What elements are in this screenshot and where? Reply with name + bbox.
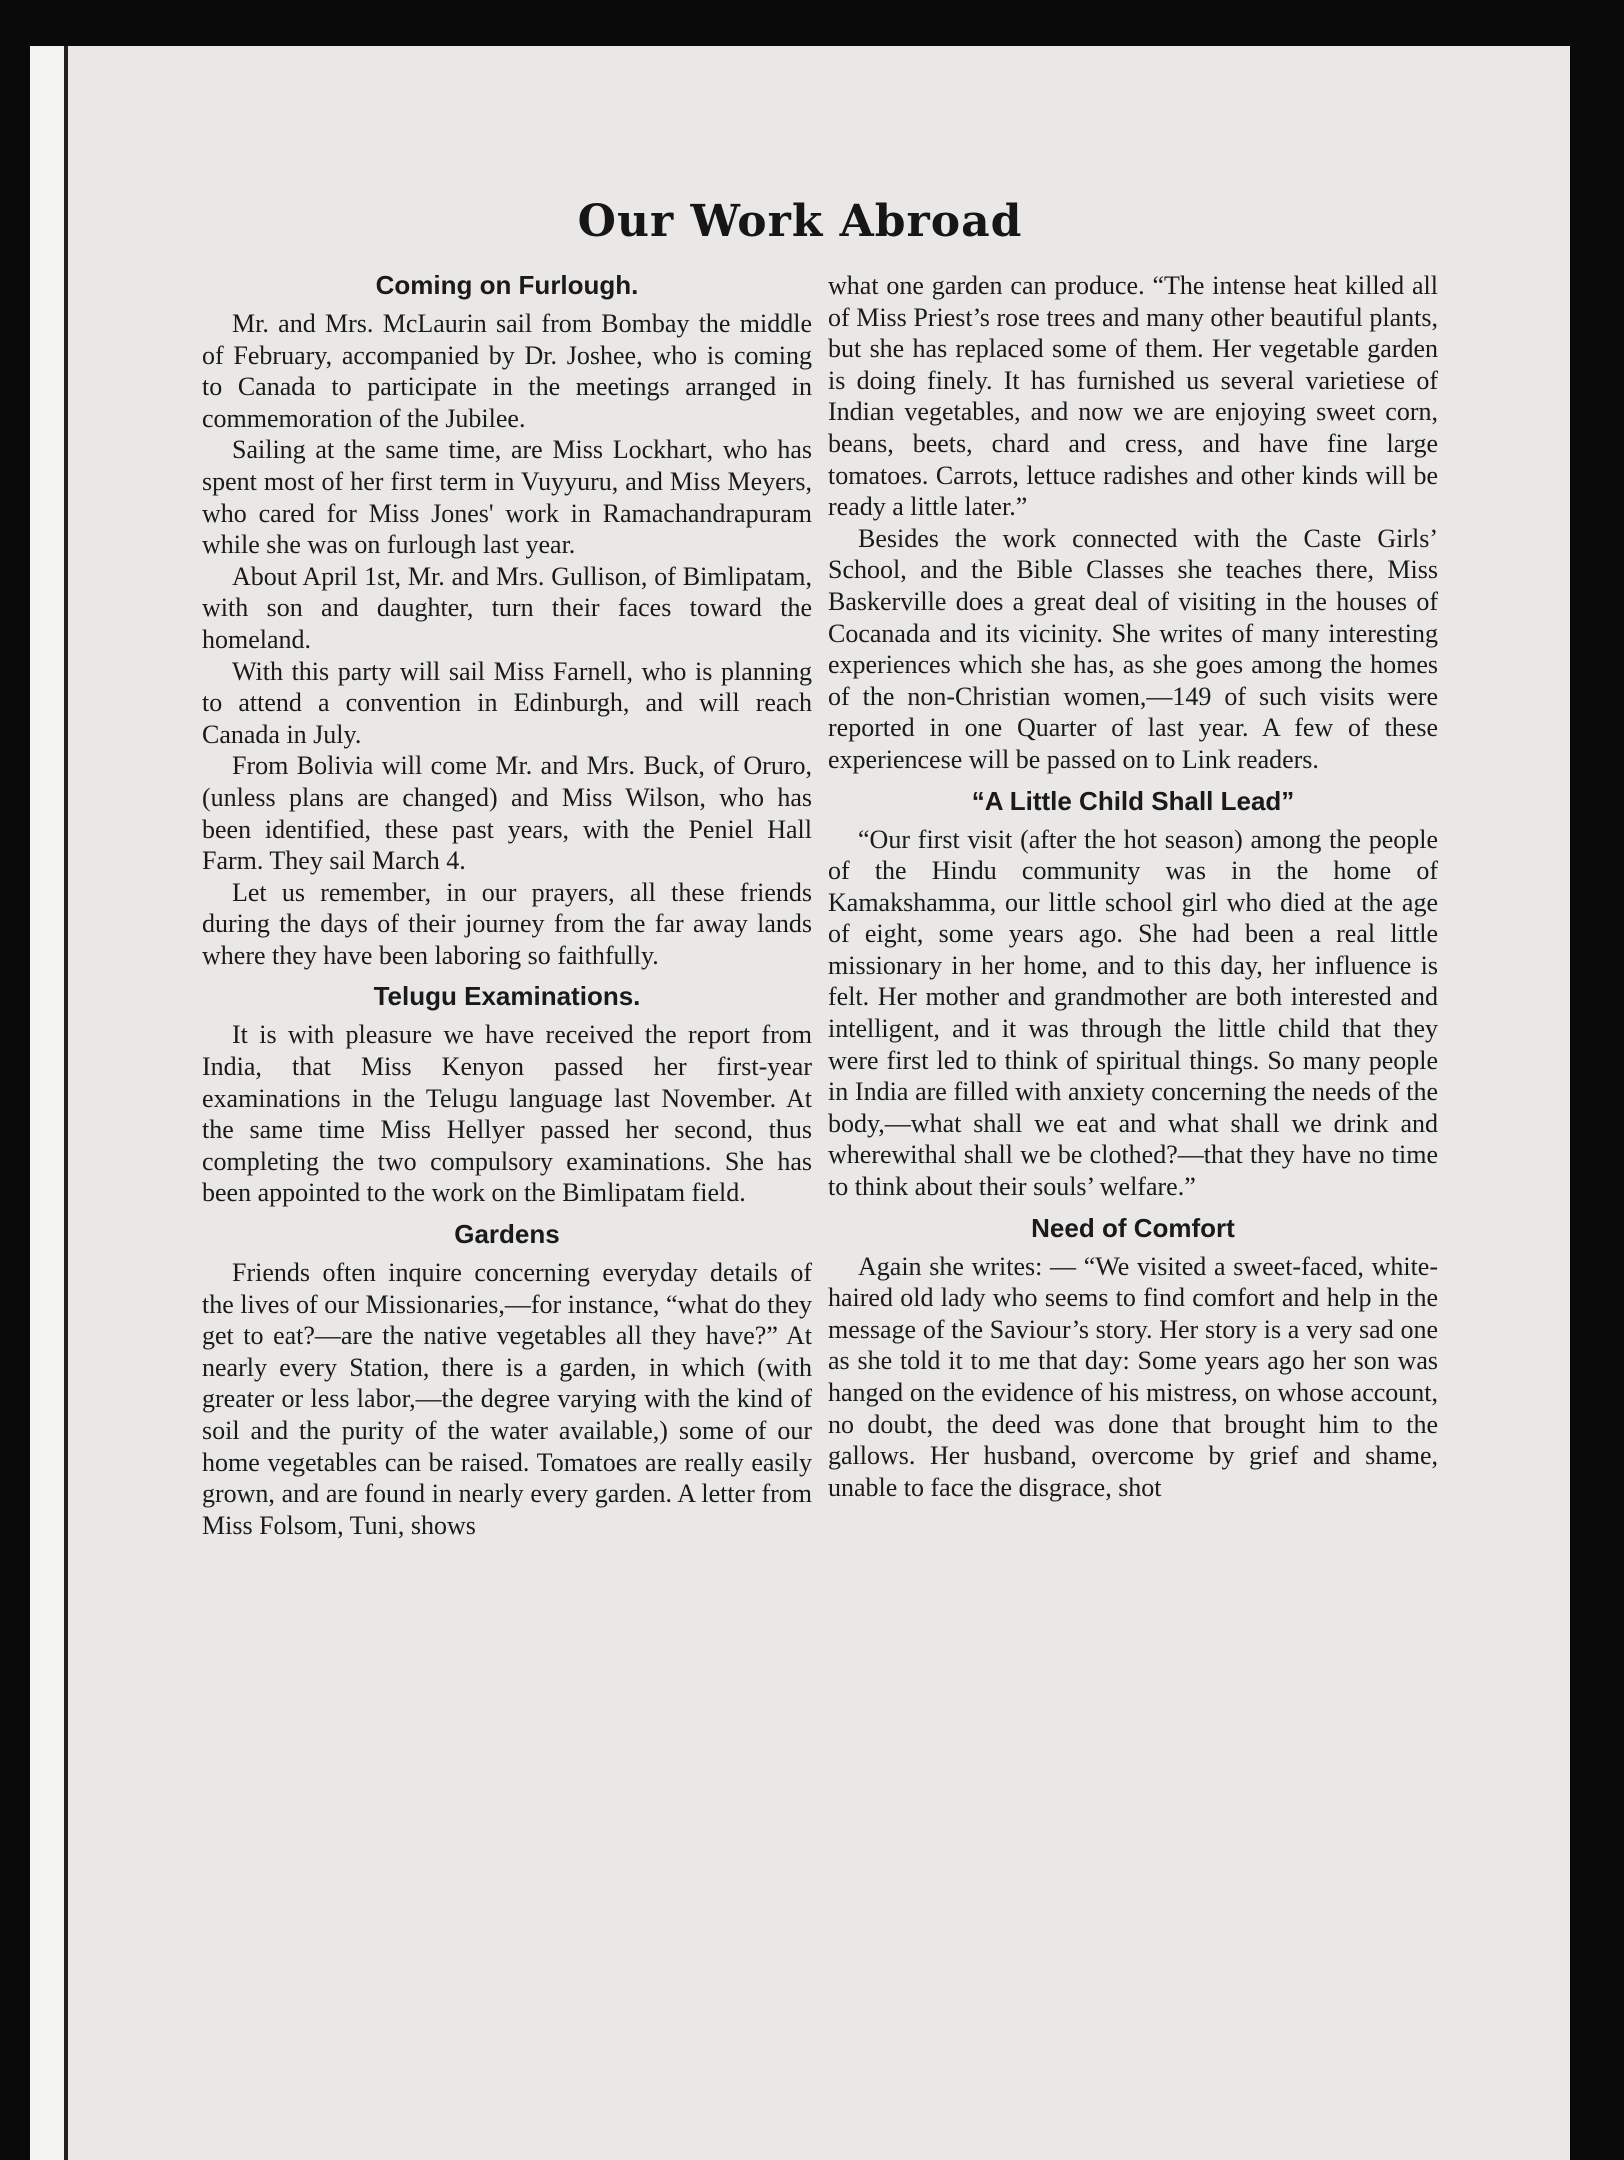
binding-rule (64, 46, 68, 2160)
magazine-page (30, 46, 1570, 2160)
heading-furlough: Coming on Furlough. (375, 270, 639, 300)
paragraph: Besides the work connected with the Caste Girls’ School, and the Bible Classes she teaches there, Miss Baskerville does a great deal of visiting in the houses of Cocanada and its vicinity. She writes of many interesting experiences which she has, as she goes among the homes of the non-Christian women,—149 of such visits were reported in one Quarter of last year. A few of these experiencese will be passed on to Link readers. (828, 523, 1438, 774)
heading-comfort: Need of Comfort (1031, 1212, 1235, 1243)
paragraph: Let us remember, in our prayers, all these friends during the days of their journey from the far away lands where they have been laboring so faithfully. (202, 877, 812, 970)
paragraph: About April 1st, Mr. and Mrs. Gullison, of Bimlipatam, with son and daughter, turn their faces toward the homeland. (202, 561, 812, 654)
heading-gardens: Gardens (454, 1219, 560, 1250)
paragraph: Sailing at the same time, are Miss Lockhart, who has spent most of her first term in Vuyyuru, and Miss Meyers, who cared for Miss Jones' work in Ramachandrapuram while she was on furlough last year. (202, 435, 812, 560)
page-title: Our Work Abroad (577, 196, 1023, 247)
left-column (202, 268, 812, 1541)
paragraph: Friends often inquire concerning everyday details of the lives of our Missionaries,—for instance, “what do they get to eat?—are the native vegetables all they have?” At nearly every Station, there is a garden, in which (with greater or less labor,—the degree varying with the kind of soil and the purity of the water available,) some of our home vegetables can be raised. Tomatoes are really easily grown, and are found in nearly every garden. A letter from Miss Folsom, Tuni, shows (202, 1258, 812, 1540)
paragraph: Mr. and Mrs. McLaurin sail from Bombay the middle of February, accompanied by Dr. Joshee, who is coming to Canada to participate in the meetings arranged in commemoration of the Jubilee. (202, 309, 812, 433)
page-edge-strip (30, 46, 64, 2160)
heading-telugu: Telugu Examinations. (373, 981, 641, 1012)
paragraph: It is with pleasure we have received the report from India, that Miss Kenyon passed her first-year examinations in the Telugu language last November. At the same time Miss Hellyer passed her second, thus completing the two compulsory examinations. She has been appointed to the work on the Bimlipatam field. (202, 1020, 812, 1208)
heading-little-child: “A Little Child Shall Lead” (971, 785, 1295, 816)
right-column (828, 270, 1438, 1503)
paragraph: Again she writes: — “We visited a sweet-faced, white-haired old lady who seems to find comfort and help in the message of the Saviour’s story. Her story is a very sad one as she told it to me that day: Some years ago her son was hanged on the evidence of his mistress, on whose account, no doubt, the deed was done that brought him to the gallows. Her husband, overcome by grief and shame, unable to face the disgrace, shot (828, 1251, 1438, 1502)
paragraph: “Our first visit (after the hot season) among the people of the Hindu community was in the home of Kamakshamma, our little school girl who died at the age of eight, some years ago. She had been a real little missionary in her home, and to this day, her influence is felt. Her mother and grandmother are both interested and intelligent, and it was through the little child that they were first led to think of spiritual things. So many people in India are filled with anxiety concerning the needs of the body,—what shall we eat and what shall we drink and wherewithal shall we be clothed?—that they have no time to think about their souls’ welfare.” (828, 824, 1438, 1202)
paragraph: With this party will sail Miss Farnell, who is planning to attend a convention in Edinburgh, and will reach Canada in July. (202, 656, 812, 749)
paragraph: From Bolivia will come Mr. and Mrs. Buck, of Oruro, (unless plans are changed) and Miss Wilson, who has been identified, these past years, with the Peniel Hall Farm. They sail March 4. (202, 751, 812, 876)
paragraph: what one garden can produce. “The intense heat killed all of Miss Priest’s rose trees and many other beautiful plants, but she has replaced some of them. Her vegetable garden is doing finely. It has furnished us several varietiese of Indian vegetables, and now we are enjoying sweet corn, beans, beets, chard and cress, and have fine large tomatoes. Carrots, lettuce radishes and other kinds will be ready a little later.” (828, 271, 1438, 522)
